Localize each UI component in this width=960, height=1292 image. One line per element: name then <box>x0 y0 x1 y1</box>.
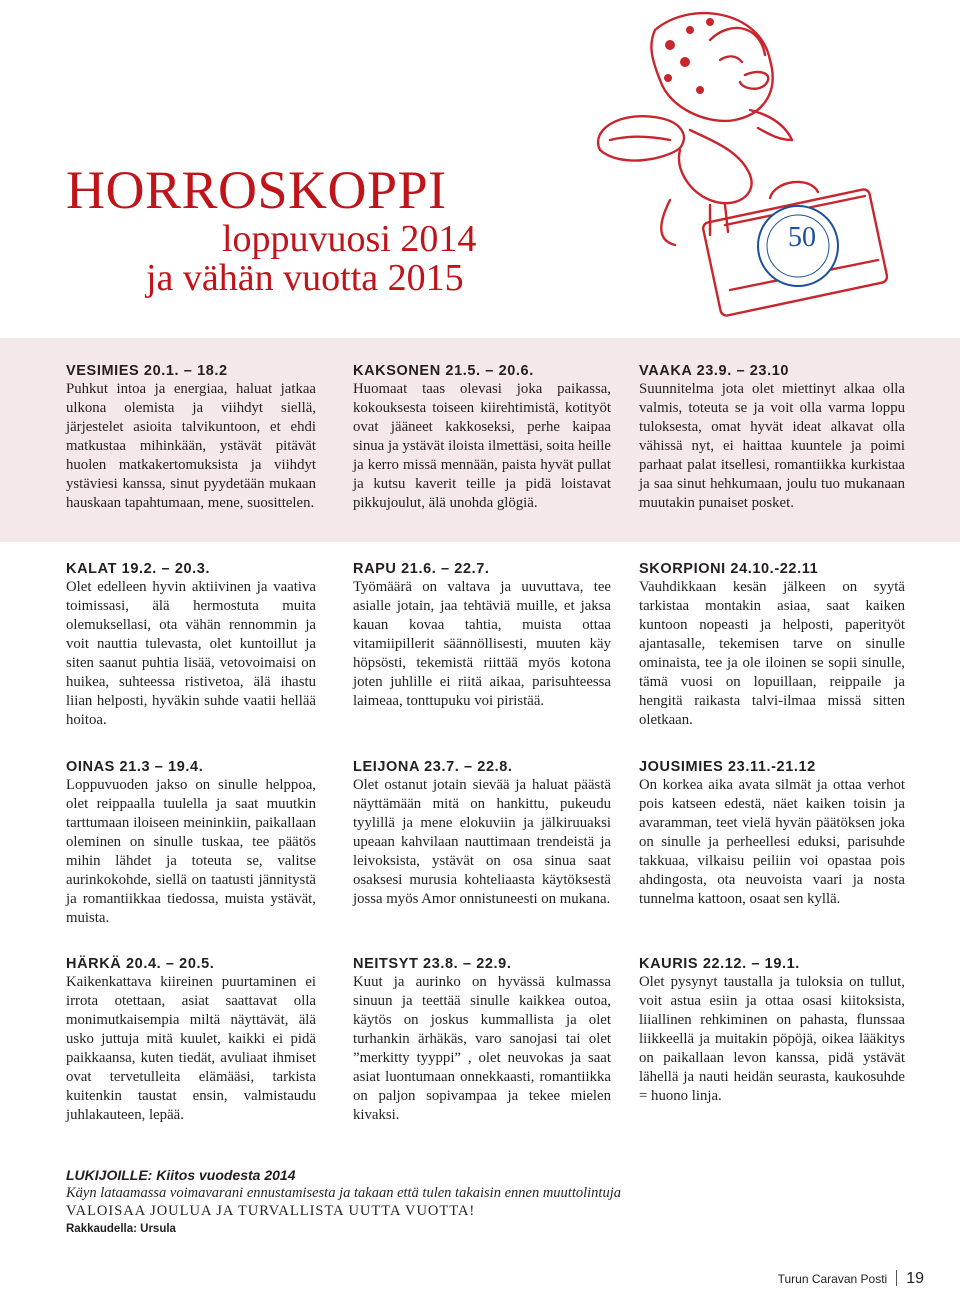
title-main: HORROSKOPPI <box>66 160 447 220</box>
bird-suitcase-illustration <box>560 0 920 320</box>
readers-note-text: Käyn lataamassa voimavarani ennustamisesta ja takaan että tulen takaisin ennen muuttolintuja <box>66 1185 621 1201</box>
sign-text: Olet edelleen hyvin aktiivinen ja vaativa toimissasi, älä hermostuta muita olemuksellasi, ota vähän rennommin ja voit nauttia tulevasta, olet kuntoillut ja siten saanut puhtia lisää, vetovoimaisi on huikea, suhteessa ristivetoa, älä ihastu liian helposti, hyväkin suhde vaatii hellää hoitoa. <box>66 579 316 728</box>
sign-title: SKORPIONI 24.10.-22.11 <box>639 561 819 577</box>
sign-neitsyt <box>353 955 611 1125</box>
sign-title: LEIJONA 23.7. – 22.8. <box>353 759 513 775</box>
sign-text: Olet pysynyt taustalla ja tuloksia on tullut, voit astua esiin ja ottaa osasi kiitoksista, liiallinen rehkiminen on pahasta, flunssaa liikkeellä ja muitakin pöpöjä, oikea lääkitys on paikallaan levon kanssa, pidä ystävät lähellä ja nauti heidän seurasta, kaukosuhde = huono linja. <box>639 974 905 1104</box>
sign-text: Kuut ja aurinko on hyvässä kulmassa sinuun ja teettää sinulle kaikkea outoa, käytös on joskus kummallista ja olet turhankin ärhäkäs, varo sanojasi tai olet ”merkitty tyyppi” , olet neuvokas ja saat asiat luontumaan onnekkaasti, romantiikka on paljon sopivampaa ja tekee mielen kivaksi. <box>353 974 611 1123</box>
sign-kaksonen <box>353 362 611 513</box>
sign-text: Huomaat taas olevasi joka paikassa, kokouksesta toiseen kiirehtimistä, kotityöt ovat jääneet kakkoseksi, perhe kaipaa sinua ja ystävät iloista ilmettäsi, soita heille ja kerro missä mennään, paista hyvät pullat ja kutsu kaverit teille ja pidä loistavat pikkujoulut, älä unohda glögiä. <box>353 381 611 511</box>
sign-rapu <box>353 560 611 711</box>
sign-text: Loppuvuoden jakso on sinulle helppoa, olet reippaalla tuulella ja saat muutkin tarttumaan iloiseen meininkiin, paikallaan oleminen on sinulle tuskaa, tee päätös mihin lähdet ja toteuta se, valitse aurinkokohde, siellä on taatusti jännitystä ja romantiikkaa tiedossa, muista ystävät, muista. <box>66 777 316 926</box>
readers-note-title: LUKIJOILLE: Kiitos vuodesta 2014 <box>66 1167 296 1183</box>
sign-title: KAKSONEN 21.5. – 20.6. <box>353 363 534 379</box>
page-title <box>66 160 476 298</box>
sign-jousimies <box>639 758 905 909</box>
sign-title: HÄRKÄ 20.4. – 20.5. <box>66 956 215 972</box>
sign-title: KALAT 19.2. – 20.3. <box>66 561 211 577</box>
sign-kalat <box>66 560 316 730</box>
sign-vaaka <box>639 362 905 513</box>
sign-title: NEITSYT 23.8. – 22.9. <box>353 956 512 972</box>
sign-kauris <box>639 955 905 1106</box>
seal-number: 50 <box>788 222 816 253</box>
sign-text: Puhkut intoa ja energiaa, haluat jatkaa ulkona olemista ja viihdyt siellä, järjestelet asioita talvikuntoon, et ehdi matkustaa mihinkään, ystävät pitävät huolen matkakertomuksista ja viihdyt ystäviesi kanssa, sinut pyydetään mukaan hauskaan tapahtumaan, mene, suosittelen. <box>66 381 316 511</box>
sign-text: Olet ostanut jotain sievää ja haluat päästä näyttämään mitä on hankittu, pukeudu tyylillä ja mene elokuviin ja jälkiruuaksi upeaan kahvilaan nauttimaan trendeistä ja leivoksista, ystävät on osa sinua saat osaksesi murusia kohteliaasta käytöksestä jossa myös Amor onnistuneesti on mukana. <box>353 777 611 907</box>
readers-note <box>66 1166 886 1238</box>
sign-text: Suunnitelma jota olet miettinyt alkaa olla valmis, toteuta se ja voit olla varma loppu tuloksesta, omat hyvät ideat alkavat olla vähissä nyt, ei haittaa kuuntele ja poimi parhaat palat itsellesi, romantiikka kurkistaa ja saa sinut hehkumaan, joulu tuo mukanaan muutakin punaiset posket. <box>639 381 905 511</box>
sign-title: KAURIS 22.12. – 19.1. <box>639 956 800 972</box>
publication-name: Turun Caravan Posti <box>777 1272 888 1286</box>
greeting: VALOISAA JOULUA JA TURVALLISTA UUTTA VUOTTA! <box>66 1203 476 1219</box>
footer-divider <box>896 1270 897 1286</box>
sign-title: OINAS 21.3 – 19.4. <box>66 759 204 775</box>
sign-harka <box>66 955 316 1125</box>
sign-skorpioni <box>639 560 905 730</box>
sign-title: JOUSIMIES 23.11.-21.12 <box>639 759 816 775</box>
sign-title: VAAKA 23.9. – 23.10 <box>639 363 790 379</box>
sign-title: VESIMIES 20.1. – 18.2 <box>66 363 228 379</box>
sign-text: On korkea aika avata silmät ja ottaa verhot pois katseen edestä, näet kaiken toisin ja avaramman, teet vielä hyvän päätöksen joka on sinulle ja perheellesi eduksi, parisuhde takkuaa, vilkaisu peiliin voi opastaa pois ahdingosta, ota neuvoista vaari ja nosta tunnelma kattoon, osaat sen kyllä. <box>639 777 905 907</box>
sign-title: RAPU 21.6. – 22.7. <box>353 561 490 577</box>
sign-vesimies <box>66 362 316 513</box>
sign-leijona <box>353 758 611 909</box>
page-footer <box>778 1270 924 1288</box>
page-number: 19 <box>906 1270 924 1287</box>
sign-text: Kaikenkattava kiireinen puurtaminen ei irrota otettaan, asiat saattavat olla monimutkaisempia miltä näyttävät, älä usko juttuja mitä kuulet, kaikki ei pidä paikkaansa, kuten tiedät, avuliaat ihmiset ovat tervetulleita elämääsi, tarkista kuitenkin taustat ensin, valmistaudu juhlakauteen, lepää. <box>66 974 316 1123</box>
sign-oinas <box>66 758 316 928</box>
sign-text: Työmäärä on valtava ja uuvuttava, tee asialle jotain, jaa tehtäviä muille, et jaksa kauan kovaa tahtia, muista ottaa vitamiipillerit säännöllisesti, muuten käy höpsösti, tekemistä riittää myös kotona joten juhlille ei riitä aikaa, parisuhteessa laimeaa, tonttupuku voi piristää. <box>353 579 611 709</box>
title-subtitle-2: ja vähän vuotta 2015 <box>146 257 464 299</box>
sign-text: Vauhdikkaan kesän jälkeen on syytä tarkistaa montakin asiaa, saat kaiken kuntoon nopeasti ja helposti, paperityöt ajantasalle, tekemisen tarve on sinulle ominaista, tee ja ole iloinen se sopii sinulle, tämä vuosi on lopuillaan, reippaile ja hengitä raikasta talvi-ilmaa missä sitten oletkaan. <box>639 579 905 728</box>
signature: Rakkaudella: Ursula <box>66 1223 176 1235</box>
title-subtitle-1: loppuvuosi 2014 <box>222 218 477 260</box>
